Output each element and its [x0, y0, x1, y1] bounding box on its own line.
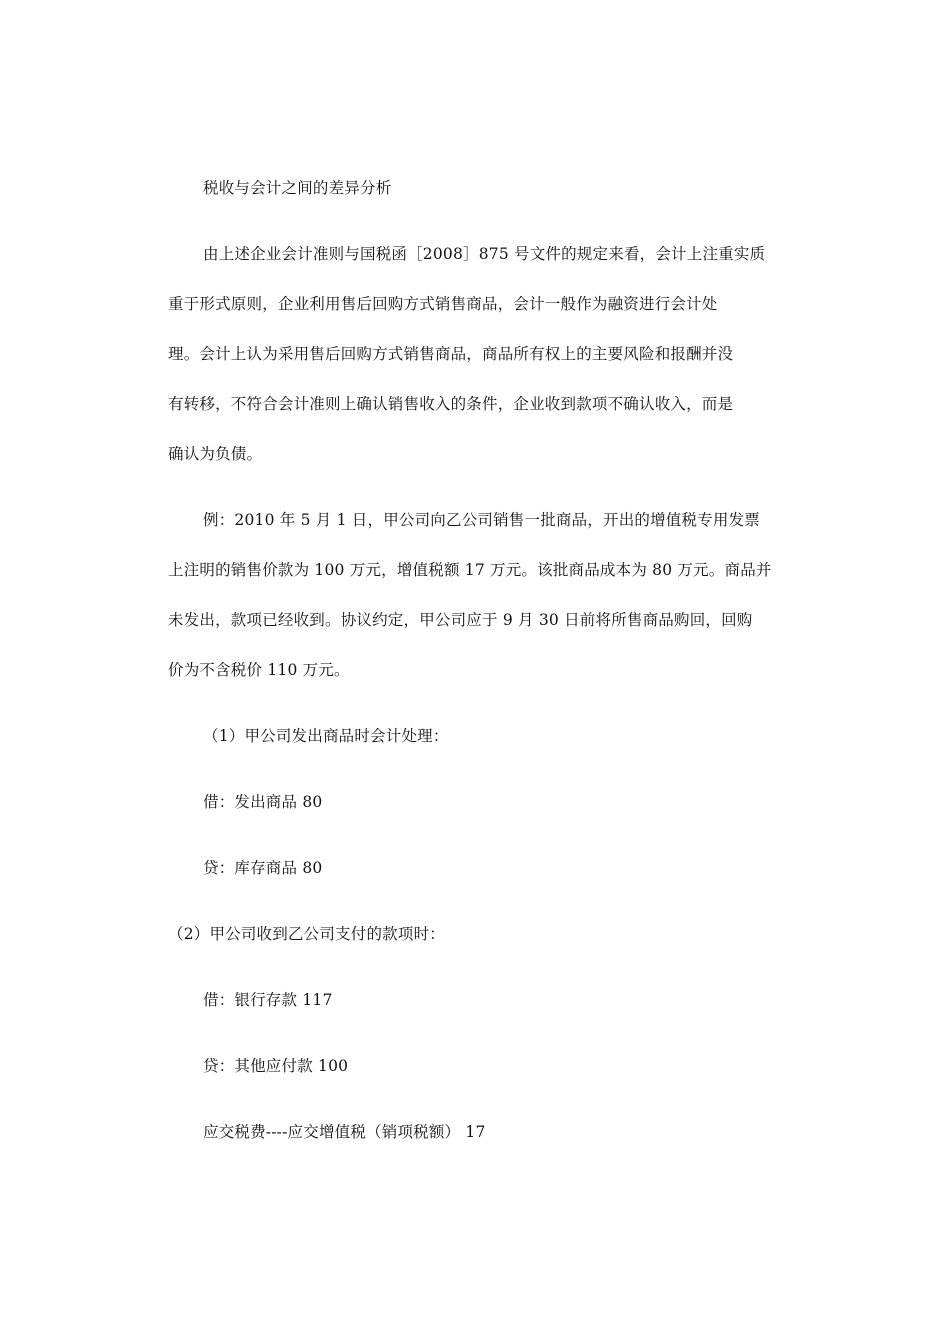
paragraph-line: 重于形式原则，企业利用售后回购方式销售商品，会计一般作为融资进行会计处: [168, 295, 718, 313]
step2-credit-entry-tax: 应交税费----应交增值税（销项税额） 17: [203, 1123, 486, 1141]
step2-debit-entry: 借：银行存款 117: [203, 991, 333, 1009]
paragraph-line: 有转移，不符合会计准则上确认销售收入的条件，企业收到款项不确认收入，而是: [168, 395, 734, 413]
example-line: 例：2010 年 5 月 1 日，甲公司向乙公司销售一批商品，开出的增值税专用发票: [203, 511, 761, 529]
example-line: 未发出，款项已经收到。协议约定，甲公司应于 9 月 30 日前将所售商品购回，回购: [168, 611, 753, 629]
step1-heading: （1）甲公司发出商品时会计处理：: [203, 727, 449, 745]
paragraph-line: 确认为负债。: [168, 445, 263, 463]
step1-credit-entry: 贷：库存商品 80: [203, 859, 323, 877]
example-line: 价为不含税价 110 万元。: [168, 661, 350, 679]
step2-heading: （2）甲公司收到乙公司支付的款项时：: [168, 925, 445, 943]
paragraph-line: 理。会计上认为采用售后回购方式销售商品，商品所有权上的主要风险和报酬并没: [168, 345, 734, 363]
paragraph-line: 由上述企业会计准则与国税函［2008］875 号文件的规定来看，会计上注重实质: [203, 245, 766, 263]
step1-debit-entry: 借：发出商品 80: [203, 793, 323, 811]
example-line: 上注明的销售价款为 100 万元，增值税额 17 万元。该批商品成本为 80 万元。商品并: [168, 561, 772, 579]
document-title: 税收与会计之间的差异分析: [203, 179, 392, 197]
step2-credit-entry: 贷：其他应付款 100: [203, 1057, 349, 1075]
